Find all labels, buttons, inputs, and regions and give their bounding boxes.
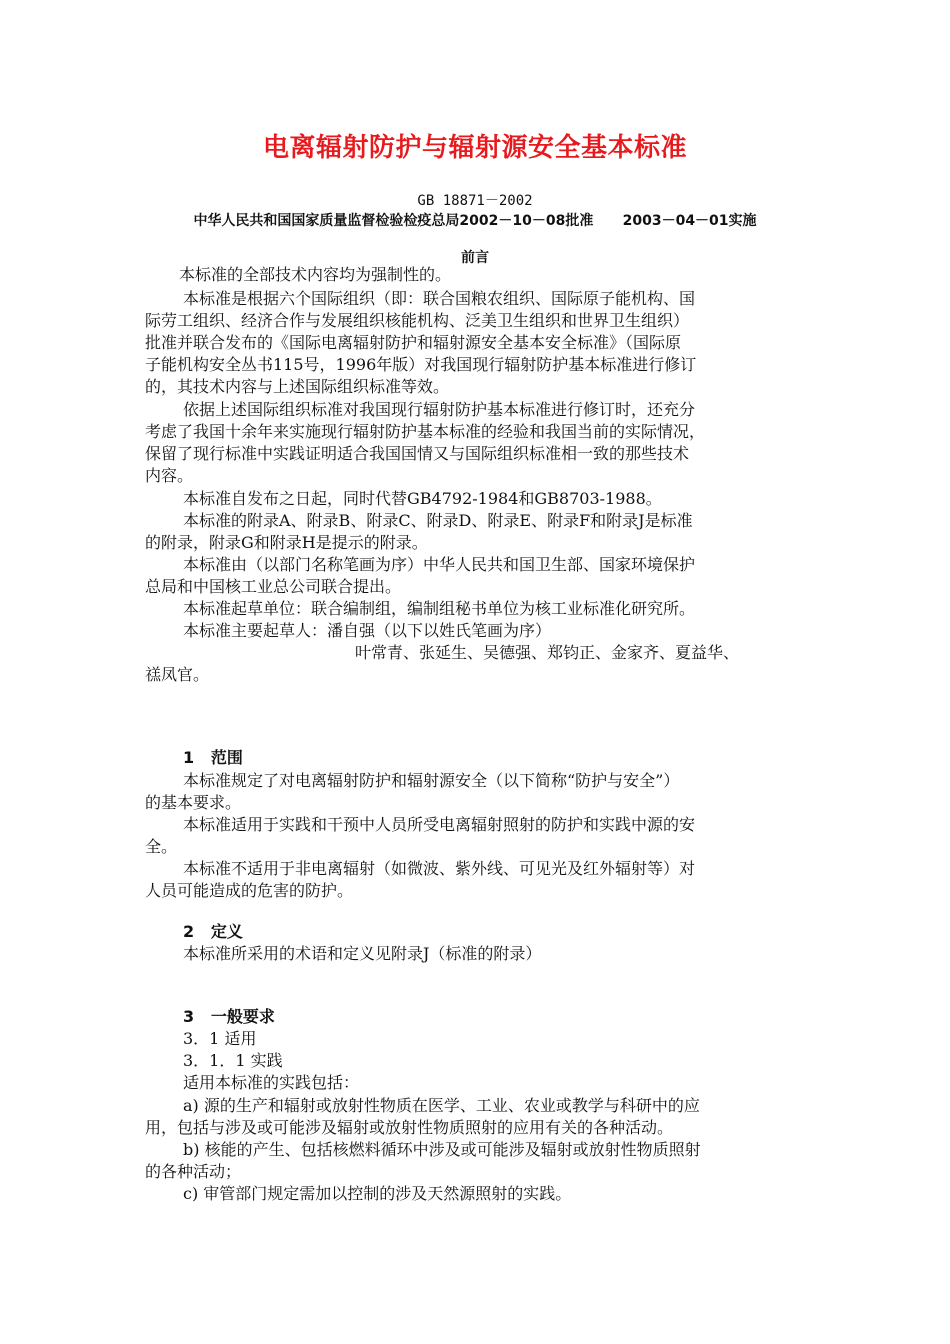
section-line: 用，包括与涉及或可能涉及辐射或放射性物质照射的应用有关的各种活动。: [145, 1118, 674, 1137]
foreword-line: 本标准是根据六个国际组织（即：联合国粮农组织、国际原子能机构、国: [183, 289, 696, 308]
section-line: 本标准不适用于非电离辐射（如微波、紫外线、可见光及红外辐射等）对: [183, 859, 696, 878]
section-line: 本标准适用于实践和干预中人员所受电离辐射照射的防护和实践中源的安: [183, 815, 696, 834]
foreword-line: 本标准的全部技术内容均为强制性的。: [179, 265, 452, 284]
foreword-line: 总局和中国核工业总公司联合提出。: [145, 577, 402, 596]
section-heading-general-requirements: 3 一般要求: [183, 1007, 275, 1026]
foreword-line: 叶常青、张延生、吴德强、郑钧正、金家齐、夏益华、: [355, 643, 740, 662]
foreword-line: 内容。: [145, 466, 194, 485]
foreword-line: 批准并联合发布的《国际电离辐射防护和辐射源安全基本安全标准》（国际原: [145, 333, 682, 352]
section-line: 的各种活动；: [145, 1162, 242, 1181]
foreword-line: 本标准起草单位：联合编制组，编制组秘书单位为核工业标准化研究所。: [183, 599, 696, 618]
section-line: a) 源的生产和辐射或放射性物质在医学、工业、农业或教学与科研中的应: [183, 1096, 700, 1115]
section-heading-definitions: 2 定义: [183, 922, 243, 941]
foreword-line: 的附录，附录G和附录H是提示的附录。: [145, 533, 428, 552]
approval-line: 中华人民共和国国家质量监督检验检疫总局2002－10－08批准 2003－04－01实施: [193, 213, 757, 229]
section-line: 3．1．1 实践: [183, 1051, 283, 1070]
section-line: 3．1 适用: [183, 1029, 257, 1048]
foreword-line: 际劳工组织、经济合作与发展组织核能机构、泛美卫生组织和世界卫生组织）: [145, 311, 690, 330]
section-line: 全。: [145, 837, 178, 856]
section-heading-scope: 1 范围: [183, 748, 243, 767]
foreword-line: 本标准的附录A、附录B、附录C、附录D、附录E、附录F和附录J是标准: [183, 511, 693, 530]
foreword-line: 依据上述国际组织标准对我国现行辐射防护基本标准进行修订时，还充分: [183, 400, 696, 419]
foreword-heading: 前言: [461, 250, 489, 266]
standard-number: GB 18871－2002: [417, 193, 533, 209]
foreword-line: 本标准主要起草人：潘自强（以下以姓氏笔画为序）: [183, 621, 552, 640]
foreword-line: 本标准由（以部门名称笔画为序）中华人民共和国卫生部、国家环境保护: [183, 555, 696, 574]
foreword-line: 保留了现行标准中实践证明适合我国国情又与国际组织标准相一致的那些技术: [145, 444, 690, 463]
foreword-line: 考虑了我国十余年来实施现行辐射防护基本标准的经验和我国当前的实际情况，: [145, 422, 706, 441]
foreword-line: 子能机构安全丛书115号，1996年版）对我国现行辐射防护基本标准进行修订: [145, 355, 697, 374]
section-line: 适用本标准的实践包括：: [183, 1073, 360, 1092]
foreword-line: 本标准自发布之日起，同时代替GB4792-1984和GB8703-1988。: [183, 489, 662, 508]
section-line: 的基本要求。: [145, 793, 242, 812]
section-line: 本标准所采用的术语和定义见附录J（标准的附录）: [183, 944, 542, 963]
section-line: 本标准规定了对电离辐射防护和辐射源安全（以下简称“防护与安全”）: [183, 771, 680, 790]
document-title: 电离辐射防护与辐射源安全基本标准: [262, 133, 687, 163]
section-line: b) 核能的产生、包括核燃料循环中涉及或可能涉及辐射或放射性物质照射: [183, 1140, 701, 1159]
foreword-line: 禚凤官。: [145, 665, 210, 684]
foreword-line: 的，其技术内容与上述国际组织标准等效。: [145, 377, 450, 396]
section-line: 人员可能造成的危害的防护。: [145, 881, 354, 900]
section-line: c) 审管部门规定需加以控制的涉及天然源照射的实践。: [183, 1184, 572, 1203]
